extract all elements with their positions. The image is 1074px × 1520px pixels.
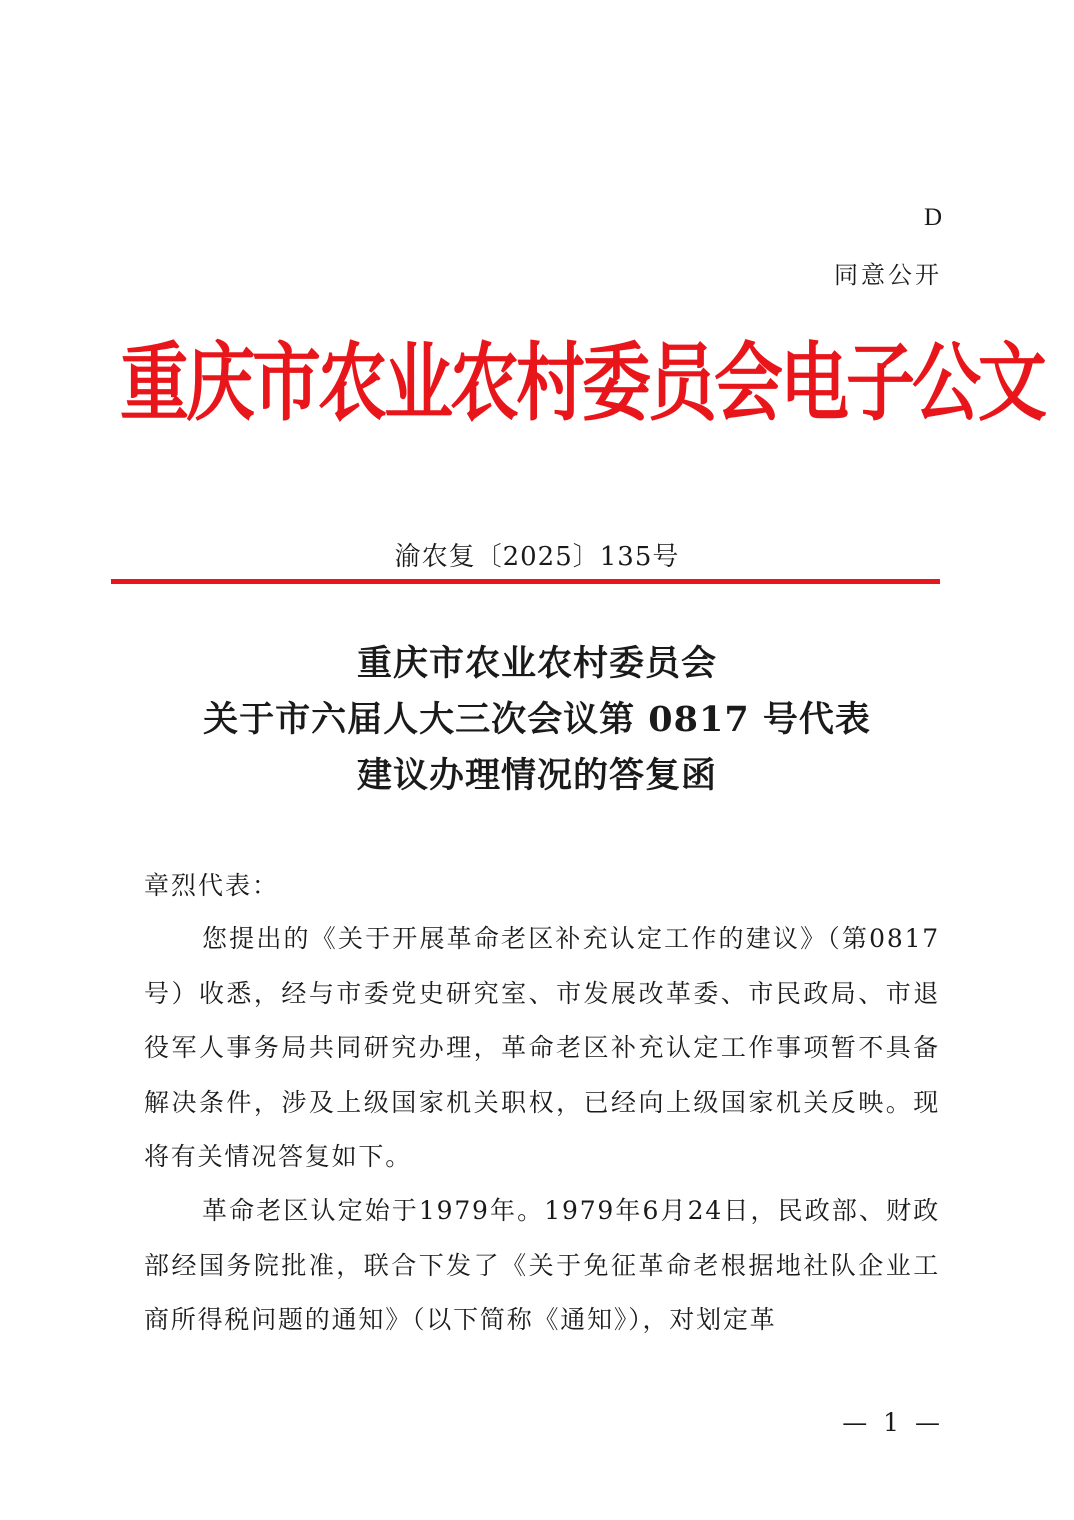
body-paragraph-2: 革命老区认定始于1979年。1979年6月24日，民政部、财政部经国务院批准，联合下发了《关于免征革命老根据地社队企业工商所得税问题的通知》（以下简称《通知》），对划定革: [144, 1196, 940, 1334]
salutation: 章烈代表：: [144, 871, 280, 900]
body-paragraph-1: 您提出的《关于开展革命老区补充认定工作的建议》（第0817号）收悉，经与市委党史研究室、市发展改革委、市民政局、市退役军人事务局共同研究办理，革命老区补充认定工作事项暂不具备解决条件，涉及上级国家机关职权，已经向上级国家机关反映。现将有关情况答复如下。: [144, 924, 940, 1171]
red-masthead: 重庆市农业农村委员会电子公文: [120, 332, 1044, 434]
title-line-3: 建议办理情况的答复函: [356, 755, 717, 796]
document-number-text: 渝农复〔2025〕135号: [394, 542, 680, 572]
disclosure-status: 同意公开: [834, 261, 942, 289]
red-divider-line: [111, 579, 940, 584]
document-title: [0, 636, 1074, 804]
document-level-code: D: [923, 204, 942, 231]
page-number: — 1 —: [842, 1408, 944, 1437]
title-line-1: 重庆市农业农村委员会: [356, 643, 717, 684]
document-number: [0, 536, 1074, 573]
title-line-2: 关于市六届人大三次会议第 0817 号代表: [203, 699, 871, 740]
